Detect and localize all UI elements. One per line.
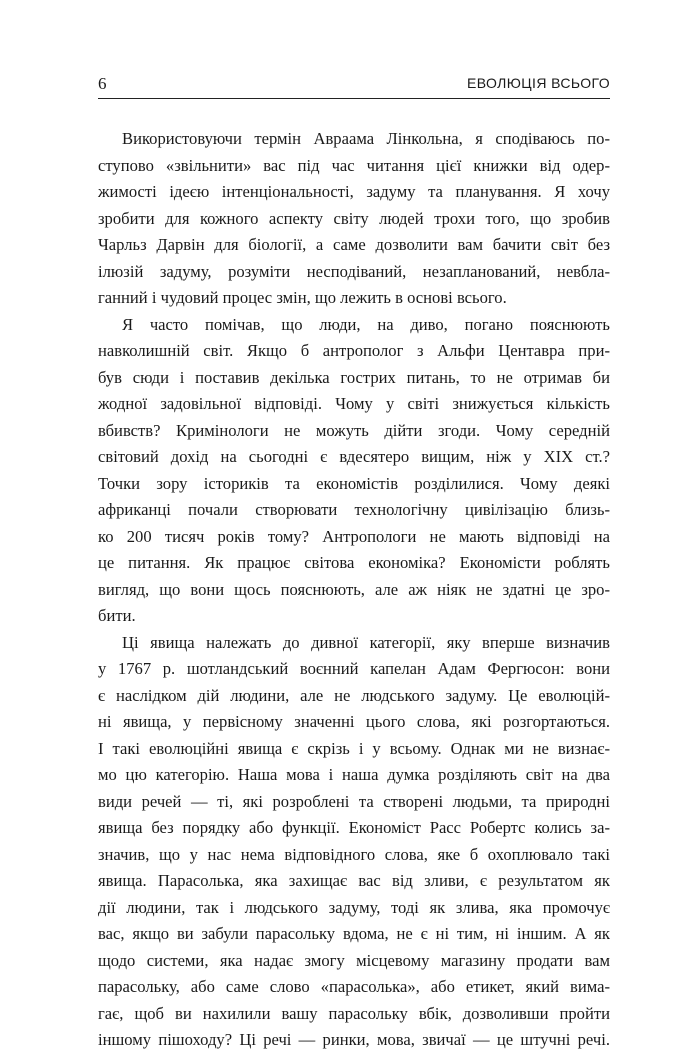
paragraph-1-line: Використовуючи термін Авраама Лінкольна, я сподіваюсь по-	[122, 129, 610, 148]
paragraph-1-line: ганний і чудовий процес змін, що лежить в основі всього.	[98, 288, 507, 307]
paragraph-3-line: явища. Парасолька, яка захищає вас від зливи, є результатом як	[98, 871, 610, 890]
paragraph-3-line: види речей — ті, які розроблені та створені людьми, та природні	[98, 791, 610, 811]
paragraph-2-line: Я часто помічав, що люди, на диво, погано пояснюють	[122, 314, 610, 334]
paragraph-3-line: вас, якщо ви забули парасольку вдома, не є ні тим, ні іншим. А як	[98, 924, 610, 943]
paragraph-3-line: Ці явища належать до дивної категорії, яку вперше визначив	[122, 632, 610, 652]
page-number: 6	[98, 74, 107, 93]
paragraph-1-line: жимості ідеєю інтенціональності, задуму та планування. Я хочу	[98, 182, 610, 201]
paragraph-3-line: щодо системи, яка надає змогу місцевому магазину продати вам	[98, 950, 610, 970]
header-rule	[98, 98, 610, 99]
body-text	[98, 126, 610, 1054]
paragraph-3-line: іншому пішоходу? Ці речі — ринки, мова, звичаї — це штучні речі.	[98, 1030, 610, 1049]
paragraph-3-line: дії людини, так і людського задуму, тоді як злива, яка промочує	[98, 897, 610, 917]
paragraph-3-line: парасольку, або саме слово «парасолька», або етикет, який вима-	[98, 977, 610, 996]
paragraph-2-line: світовий дохід на сьогодні є вдесятеро вищим, ніж у XIX ст.?	[98, 447, 610, 466]
book-title: ЕВОЛЮЦІЯ ВСЬОГО	[467, 75, 610, 91]
paragraph-2-line: ко 200 тисяч років тому? Антропологи не мають відповіді на	[98, 526, 610, 546]
paragraph-3-line: у 1767 р. шотландський воєнний капелан Адам Фергюсон: вони	[98, 659, 610, 678]
paragraph-3-line: явища без порядку або функції. Економіст Расс Робертс колись за-	[98, 818, 610, 837]
paragraph-2-line: вигляд, що вони щось пояснюють, але аж ніяк не здатні це зро-	[98, 579, 610, 599]
paragraph-2-line: вбивств? Кримінологи не можуть дійти згоди. Чому середній	[98, 420, 610, 440]
paragraph-3-line: є наслідком дій людини, але не людського задуму. Це еволюцій-	[98, 685, 610, 705]
paragraph-2-line: це питання. Як працює світова економіка? Економісти роблять	[98, 553, 610, 572]
paragraph-3-line: значив, що у нас нема відповідного слова, яке б охоплювало такі	[98, 844, 610, 864]
paragraph-3-line: ні явища, у первісному значенні цього слова, які розгортаються.	[98, 712, 610, 731]
paragraph-2-line: навколишній світ. Якщо б антрополог з Альфи Центавра при-	[98, 341, 610, 360]
paragraph-2-line: африканці почали створювати технологічну цивілізацію близь-	[98, 500, 610, 519]
running-header	[98, 72, 610, 94]
paragraph-3-line: мо цю категорію. Наша мова і наша думка розділяють світ на два	[98, 765, 610, 784]
paragraph-1-line: зробити для кожного аспекту світу людей трохи того, що зробив	[98, 208, 610, 228]
paragraph-2-line: Точки зору істориків та економістів розділилися. Чому деякі	[98, 473, 610, 493]
paragraph-1-line: Чарльз Дарвін для біології, а саме дозволити вам бачити світ без	[98, 235, 610, 254]
paragraph-1-line: ілюзій задуму, розуміти несподіваний, незапланований, невбла-	[98, 261, 610, 281]
paragraph-3-line: І такі еволюційні явища є скрізь і у всьому. Однак ми не визнає-	[98, 738, 610, 758]
paragraph-1-line: ступово «звільнити» вас під час читання цієї книжки від одер-	[98, 155, 610, 175]
paragraph-2-line: жодної задовільної відповіді. Чому у світі знижується кількість	[98, 394, 610, 413]
paragraph-2-line: був сюди і поставив декілька гострих питань, то не отримав би	[98, 367, 610, 387]
paragraph-3-line: гає, щоб ви нахилили вашу парасольку вбік, дозволивши пройти	[98, 1003, 610, 1023]
paragraph-2-line: бити.	[98, 606, 136, 625]
